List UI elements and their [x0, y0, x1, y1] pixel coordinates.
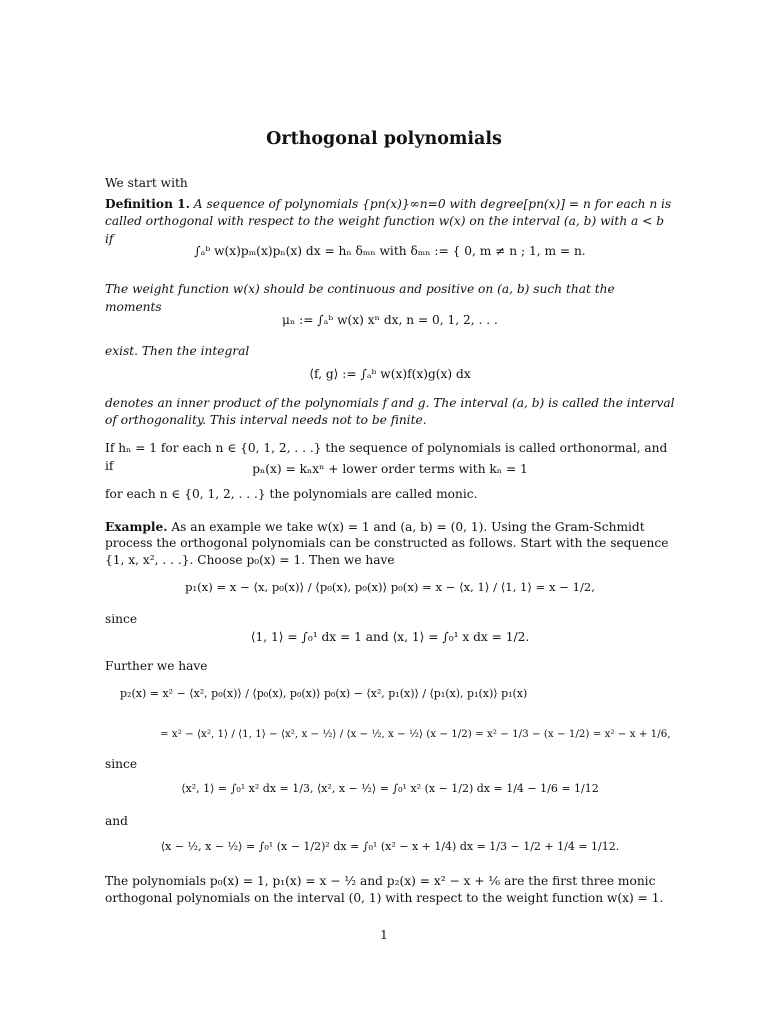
example-line-3: {1, x, x², . . .}. Choose p₀(x) = 1. Then we have [105, 553, 395, 567]
equation-monic: pₙ(x) = kₙxⁿ + lower order terms with kₙ = 1 [252, 462, 528, 476]
example-line-2: process the orthogonal polynomials can be constructed as follows. Start with the sequence [105, 536, 669, 550]
monic-text: for each n ∈ {0, 1, 2, . . .} the polynomials are called monic. [105, 487, 478, 501]
equation-p2-line-2: = x² − ⟨x², 1⟩ / ⟨1, 1⟩ − ⟨x², x − ½⟩ / ⟨x − ½, x − ½⟩ (x − 1/2) = x² − 1/3 − (x − 1/2) = x² − x + 1/6, [160, 728, 671, 740]
example-text-1: As an example we take w(x) = 1 and (a, b) = (0, 1). Using the Gram-Schmidt [171, 520, 645, 534]
integral-text: exist. Then the integral [105, 344, 250, 358]
equation-and: ⟨x − ½, x − ½⟩ = ∫₀¹ (x − 1/2)² dx = ∫₀¹ (x² − x + 1/4) dx = 1/3 − 1/2 + 1/4 = 1/12. [160, 840, 620, 853]
inner-text-1: denotes an inner product of the polynomials f and g. The interval (a, b) is called the interval [105, 396, 675, 410]
page-title: Orthogonal polynomials [266, 129, 502, 149]
weight-text: The weight function w(x) should be continuous and positive on (a, b) such that the moments [105, 282, 615, 314]
definition-line-1 [105, 195, 675, 213]
equation-inner-product: ⟨f, g⟩ := ∫ₐᵇ w(x)f(x)g(x) dx [309, 367, 471, 381]
example-label: Example. [105, 520, 168, 534]
equation-since-2: ⟨x², 1⟩ = ∫₀¹ x² dx = 1/3, ⟨x², x − ½⟩ = ∫₀¹ x² (x − 1/2) dx = 1/4 − 1/6 = 1/12 [181, 782, 599, 795]
since-1: since [105, 612, 138, 626]
conclusion-line-1: The polynomials p₀(x) = 1, p₁(x) = x − ½ and p₂(x) = x² − x + ⅙ are the first three monic [105, 874, 656, 888]
inner-text-2: of orthogonality. This interval needs not to be finite. [105, 413, 427, 427]
page-number: 1 [380, 928, 388, 942]
equation-since-1: ⟨1, 1⟩ = ∫₀¹ dx = 1 and ⟨x, 1⟩ = ∫₀¹ x dx = 1/2. [250, 630, 530, 644]
and-text: and [105, 814, 128, 828]
equation-p2-line-1: p₂(x) = x² − ⟨x², p₀(x)⟩ / ⟨p₀(x), p₀(x)⟩ p₀(x) − ⟨x², p₁(x)⟩ / ⟨p₁(x), p₁(x)⟩ p₁(x) [120, 687, 528, 700]
intro-text: We start with [105, 176, 188, 190]
further-text: Further we have [105, 659, 208, 673]
equation-p1: p₁(x) = x − ⟨x, p₀(x)⟩ / ⟨p₀(x), p₀(x)⟩ p₀(x) = x − ⟨x, 1⟩ / ⟨1, 1⟩ = x − 1/2, [185, 580, 595, 594]
orthonormal-text: If hₙ = 1 for each n ∈ {0, 1, 2, . . .} the sequence of polynomials is called orthonormal, and if [105, 441, 668, 473]
definition-label: Definition 1. [105, 197, 190, 211]
definition-text-1: A sequence of polynomials {pn(x)}∞n=0 with degree[pn(x)] = n for each n is [193, 197, 672, 211]
equation-moments: μₙ := ∫ₐᵇ w(x) xⁿ dx, n = 0, 1, 2, . . . [282, 313, 498, 327]
definition-line-2: called orthogonal with respect to the weight function w(x) on the interval (a, b) with a < b if [105, 214, 665, 246]
conclusion-line-2: orthogonal polynomials on the interval (0, 1) with respect to the weight function w(x) = 1. [105, 891, 664, 905]
since-2: since [105, 757, 138, 771]
equation-orthogonality: ∫ₐᵇ w(x)pₘ(x)pₙ(x) dx = hₙ δₘₙ with δₘₙ := { 0, m ≠ n ; 1, m = n. [194, 244, 586, 258]
